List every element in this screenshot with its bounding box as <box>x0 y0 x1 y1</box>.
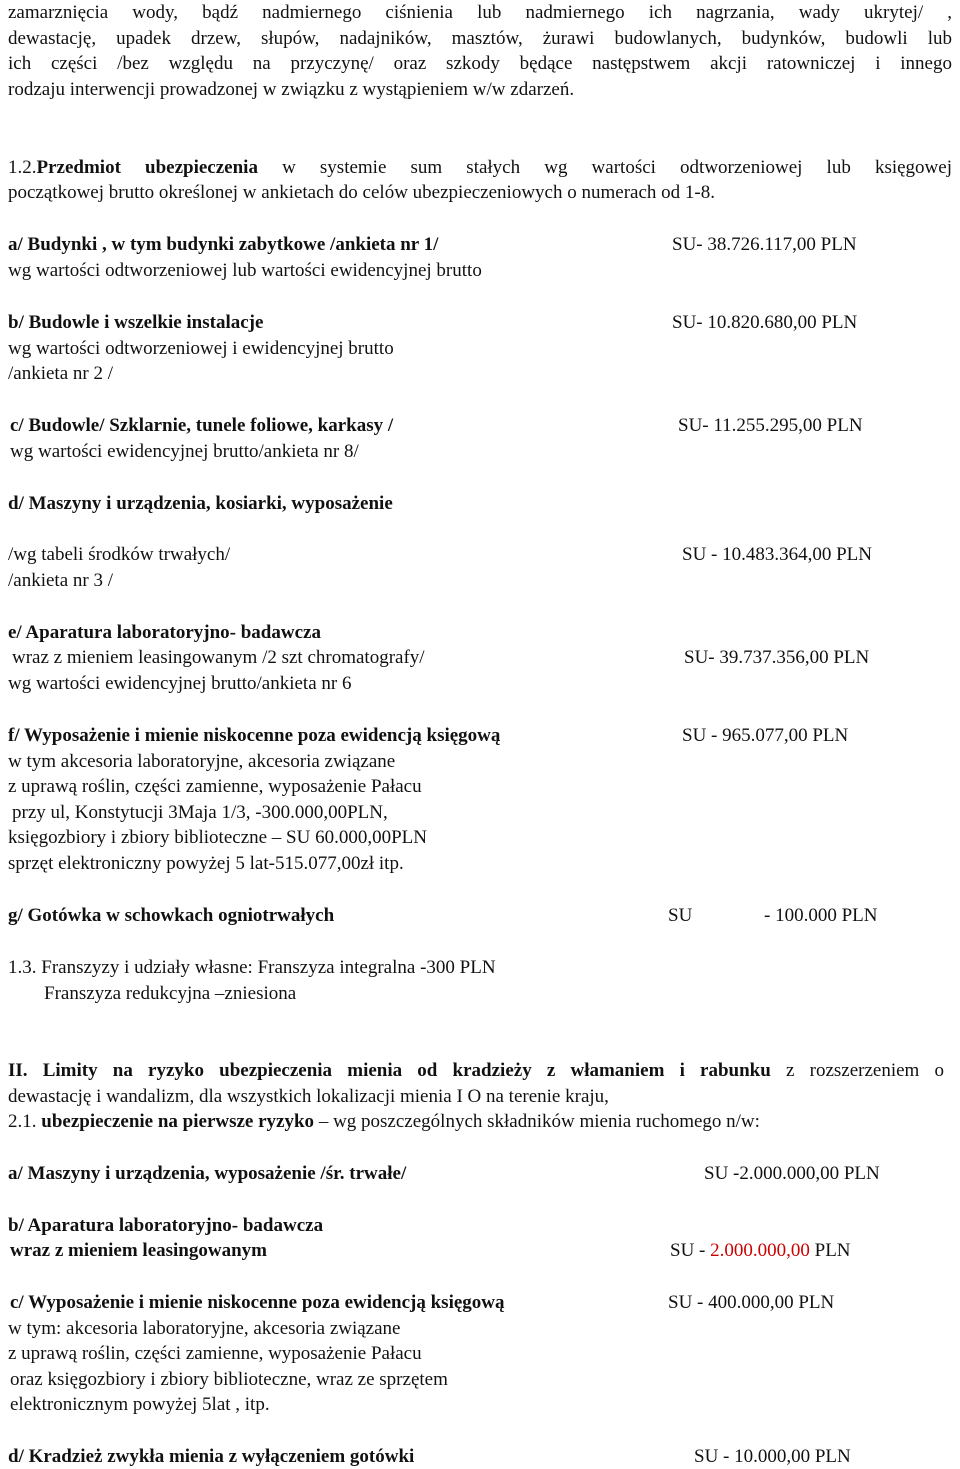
section-1-3-line-2: Franszyza redukcyjna –zniesiona <box>44 983 297 1004</box>
limit-b-sum <box>670 1239 851 1263</box>
item-b-sub-2: /ankieta nr 2 / <box>8 363 113 384</box>
item-e-sum: SU- 39.737.356,00 PLN <box>684 647 870 668</box>
section-2-line-1 <box>8 1059 944 1083</box>
item-g-su: SU <box>668 905 693 926</box>
intro-line-1: zamarznięcia wody, bądź nadmiernego ciśnienia lub nadmiernego ich nagrzania, wady ukrytej/ , <box>8 2 952 23</box>
section-1-2-line-1 <box>8 156 952 180</box>
item-f-sub-3: przy ul, Konstytucji 3Maja 1/3, -300.000,00PLN, <box>12 802 388 823</box>
intro-line-2: dewastację, upadek drzew, słupów, nadajników, masztów, żurawi budowlanych, budynków, budowli lub <box>8 28 952 49</box>
section-number: 1.2. <box>8 157 37 178</box>
item-e-sub-2: wg wartości ewidencyjnej brutto/ankieta nr 6 <box>8 673 352 694</box>
item-c-sub: wg wartości ewidencyjnej brutto/ankieta nr 8/ <box>10 441 359 462</box>
item-e-title: e/ Aparatura laboratoryjno- badawcza <box>8 622 321 643</box>
item-a-title: a/ Budynki , w tym budynki zabytkowe /ankieta nr 1/ <box>8 234 439 255</box>
item-b-sum: SU- 10.820.680,00 PLN <box>672 312 858 333</box>
item-d-title: d/ Maszyny i urządzenia, kosiarki, wyposażenie <box>8 493 393 514</box>
section-2-1-text: – wg poszczególnych składników mienia ruchomego n/w: <box>314 1111 760 1132</box>
limit-b-sum-suffix: PLN <box>809 1240 851 1261</box>
item-a-sum: SU- 38.726.117,00 PLN <box>672 234 857 255</box>
limit-d-title: d/ Kradzież zwykła mienia z wyłączeniem gotówki <box>8 1446 415 1467</box>
limit-c-sub-1: w tym: akcesoria laboratoryjne, akcesoria związane <box>8 1318 401 1339</box>
limit-c-sub-2: z uprawą roślin, części zamienne, wyposażenie Pałacu <box>8 1343 422 1364</box>
section-1-2-line-2: początkowej brutto określonej w ankietach do celów ubezpieczeniowych o numerach od 1-8. <box>8 182 715 203</box>
item-d-sub-1: /wg tabeli środków trwałych/ <box>8 544 231 565</box>
section-2-1-number: 2.1. <box>8 1111 42 1132</box>
limit-d-sum: SU - 10.000,00 PLN <box>694 1446 851 1467</box>
item-g-title: g/ Gotówka w schowkach ogniotrwałych <box>8 905 335 926</box>
item-c-sum: SU- 11.255.295,00 PLN <box>678 415 863 436</box>
section-heading: Przedmiot ubezpieczenia <box>36 157 258 178</box>
limit-c-title: c/ Wyposażenie i mienie niskocenne poza ewidencją księgową <box>10 1292 505 1313</box>
item-a-sub: wg wartości odtworzeniowej lub wartości ewidencyjnej brutto <box>8 260 482 281</box>
item-g-sum: - 100.000 PLN <box>764 905 878 926</box>
section-2-line-2: dewastację i wandalizm, dla wszystkich lokalizacji mienia I O na terenie kraju, <box>8 1086 609 1107</box>
item-b-title: b/ Budowle i wszelkie instalacje <box>8 312 264 333</box>
item-f-title: f/ Wyposażenie i mienie niskocenne poza ewidencją księgową <box>8 725 501 746</box>
limit-a-sum: SU -2.000.000,00 PLN <box>704 1163 880 1184</box>
item-f-sum: SU - 965.077,00 PLN <box>682 725 849 746</box>
item-d-sub-2: /ankieta nr 3 / <box>8 570 113 591</box>
intro-line-3: ich części /bez względu na przyczynę/ oraz szkody będące następstwem akcji ratowniczej i innego <box>8 53 952 74</box>
item-d-sum: SU - 10.483.364,00 PLN <box>682 544 873 565</box>
item-f-sub-1: w tym akcesoria laboratoryjne, akcesoria związane <box>8 751 396 772</box>
limit-a-title: a/ Maszyny i urządzenia, wyposażenie /śr. trwałe/ <box>8 1163 407 1184</box>
section-2-1-line <box>8 1110 760 1134</box>
limit-b-sum-value: 2.000.000,00 <box>710 1240 810 1261</box>
item-f-sub-5: sprzęt elektroniczny powyżej 5 lat-515.077,00zł itp. <box>8 853 404 874</box>
item-f-sub-2: z uprawą roślin, części zamienne, wyposażenie Pałacu <box>8 776 422 797</box>
item-e-sub-1: wraz z mieniem leasingowanym /2 szt chromatografy/ <box>12 647 425 668</box>
limit-b-sum-prefix: SU - <box>670 1240 711 1261</box>
item-c-title: c/ Budowle/ Szklarnie, tunele foliowe, karkasy / <box>10 415 394 436</box>
limit-c-sub-4: elektronicznym powyżej 5lat , itp. <box>10 1394 270 1415</box>
limit-c-sum: SU - 400.000,00 PLN <box>668 1292 835 1313</box>
limit-c-sub-3: oraz księgozbiory i zbiory biblioteczne, wraz ze sprzętem <box>10 1369 448 1390</box>
section-2-1-heading: ubezpieczenie na pierwsze ryzyko <box>41 1111 315 1132</box>
section-text: w systemie sum stałych wg wartości odtworzeniowej lub księgowej <box>257 157 952 178</box>
item-f-sub-4: księgozbiory i zbiory biblioteczne – SU 60.000,00PLN <box>8 827 427 848</box>
section-2-heading: II. Limity na ryzyko ubezpieczenia mienia od kradzieży z włamaniem i rabunku <box>8 1060 771 1081</box>
limit-b-sub: wraz z mieniem leasingowanym <box>10 1240 267 1261</box>
section-2-text: z rozszerzeniem o <box>770 1060 945 1081</box>
limit-b-title: b/ Aparatura laboratoryjno- badawcza <box>8 1215 324 1236</box>
intro-line-4: rodzaju interwencji prowadzonej w związku z wystąpieniem w/w zdarzeń. <box>8 79 575 100</box>
item-b-sub-1: wg wartości odtworzeniowej i ewidencyjnej brutto <box>8 338 394 359</box>
section-1-3-line-1: 1.3. Franszyzy i udziały własne: Franszyza integralna -300 PLN <box>8 957 496 978</box>
